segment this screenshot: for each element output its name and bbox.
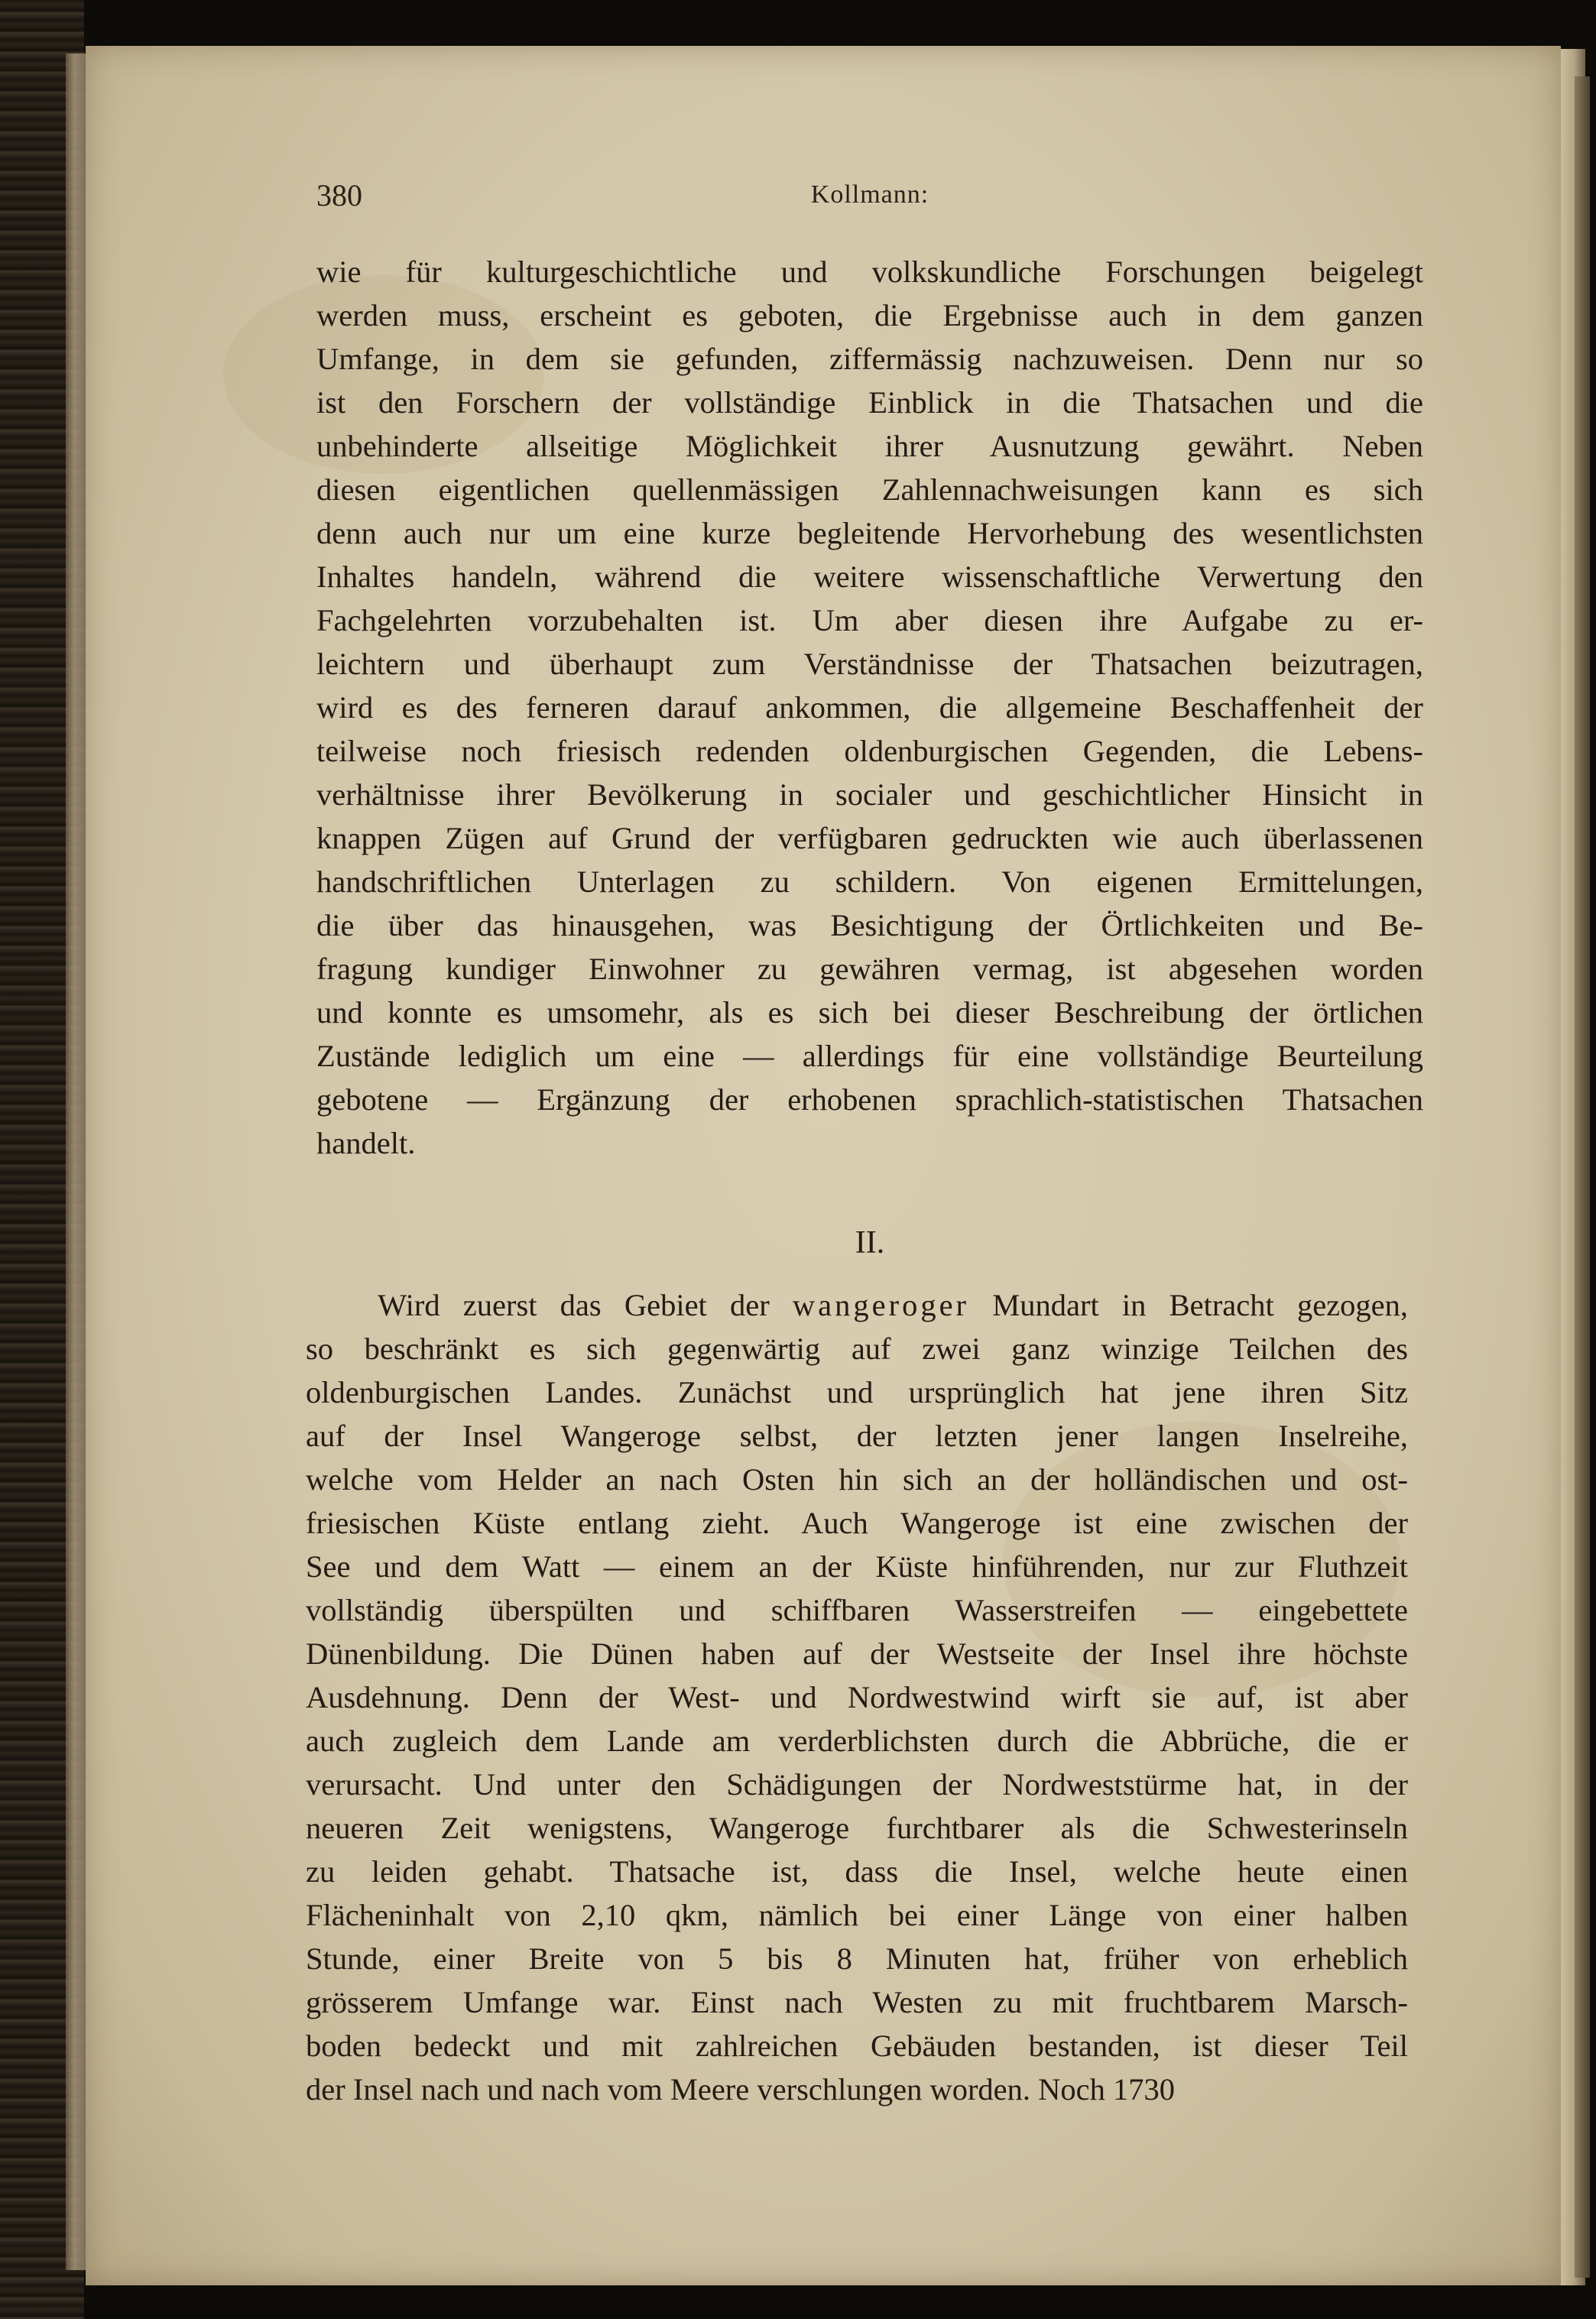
text-line: zu leiden gehabt. Thatsache ist, dass die Insel, welche heute einen bbox=[306, 1854, 1408, 1889]
text-line: auch zugleich dem Lande am verderblichsten durch die Abbrüche, die er bbox=[306, 1724, 1408, 1758]
text-line: gebotene — Ergänzung der erhobenen sprachlich-statistischen Thatsachen bbox=[316, 1082, 1423, 1117]
page-header bbox=[316, 177, 1423, 223]
text-line: handelt. bbox=[316, 1126, 416, 1160]
text-line: teilweise noch friesisch redenden oldenburgischen Gegenden, die Lebens- bbox=[316, 734, 1423, 768]
text-line: leichtern und überhaupt zum Verständnisse der Thatsachen beizutragen, bbox=[316, 647, 1423, 681]
text-line: Fachgelehrten vorzubehalten ist. Um aber diesen ihre Aufgabe zu er- bbox=[316, 603, 1423, 637]
text-line: die über das hinausgehen, was Besichtigung der Örtlichkeiten und Be- bbox=[316, 908, 1423, 942]
running-head: Kollmann: bbox=[810, 180, 929, 209]
text-line: verursacht. Und unter den Schädigungen der Nordweststürme hat, in der bbox=[306, 1767, 1408, 1802]
text-line: der Insel nach und nach vom Meere verschlungen worden. Noch 1730 bbox=[306, 2072, 1176, 2107]
text-line: Ausdehnung. Denn der West- und Nordwestwind wirft sie auf, ist aber bbox=[306, 1680, 1408, 1714]
text-line: Flächeninhalt von 2,10 qkm, nämlich bei einer Länge von einer halben bbox=[306, 1898, 1408, 1932]
text-line: knappen Zügen auf Grund der verfügbaren gedruckten wie auch überlassenen bbox=[316, 821, 1423, 855]
page-stack-shadow bbox=[1575, 76, 1590, 2278]
text-line: welche vom Helder an nach Osten hin sich an der holländischen und ost- bbox=[306, 1462, 1408, 1497]
text-line: friesischen Küste entlang zieht. Auch Wangeroge ist eine zwischen der bbox=[306, 1506, 1408, 1540]
text-segment: Mundart in Betracht gezogen, bbox=[992, 1288, 1409, 1322]
text-line: so beschränkt es sich gegenwärtig auf zwei ganz winzige Teilchen des bbox=[306, 1331, 1408, 1366]
text-line: unbehinderte allseitige Möglichkeit ihrer Ausnutzung gewährt. Neben bbox=[316, 429, 1423, 463]
section-heading: II. bbox=[855, 1225, 885, 1260]
text-line: Umfange, in dem sie gefunden, ziffermässig nachzuweisen. Denn nur so bbox=[316, 342, 1423, 376]
text-line: Stunde, einer Breite von 5 bis 8 Minuten hat, früher von erheblich bbox=[306, 1941, 1408, 1976]
text-line: und konnte es umsomehr, als es sich bei dieser Beschreibung der örtlichen bbox=[316, 995, 1423, 1030]
text-line: wird es des ferneren darauf ankommen, die allgemeine Beschaffenheit der bbox=[316, 690, 1423, 725]
text-segment: Wird zuerst das Gebiet der bbox=[378, 1288, 770, 1322]
text-line: boden bedeckt und mit zahlreichen Gebäuden bestanden, ist dieser Teil bbox=[306, 2029, 1408, 2063]
text-line: denn auch nur um eine kurze begleitende Hervorhebung des wesentlichsten bbox=[316, 516, 1423, 550]
text-line bbox=[306, 1284, 1408, 1327]
text-line: wie für kulturgeschichtliche und volkskundliche Forschungen beigelegt bbox=[316, 255, 1423, 289]
text-line: werden muss, erscheint es geboten, die Ergebnisse auch in dem ganzen bbox=[316, 298, 1423, 332]
text-line: handschriftlichen Unterlagen zu schildern. Von eigenen Ermittelungen, bbox=[316, 864, 1423, 899]
text-line: See und dem Watt — einem an der Küste hinführenden, nur zur Fluthzeit bbox=[306, 1549, 1408, 1584]
text-line: verhältnisse ihrer Bevölkerung in socialer und geschichtlicher Hinsicht in bbox=[316, 777, 1423, 812]
spaced-emphasis: wangeroger bbox=[792, 1288, 970, 1322]
text-line: diesen eigentlichen quellenmässigen Zahlennachweisungen kann es sich bbox=[316, 472, 1423, 507]
page-number: 380 bbox=[316, 178, 362, 212]
text-line: auf der Insel Wangeroge selbst, der letzten jener langen Inselreihe, bbox=[306, 1419, 1408, 1453]
text-line: Dünenbildung. Die Dünen haben auf der Westseite der Insel ihre höchste bbox=[306, 1636, 1408, 1671]
text-line: vollständig überspülten und schiffbaren Wasserstreifen — eingebettete bbox=[306, 1593, 1408, 1627]
text-line: ist den Forschern der vollständige Einblick in die Thatsachen und die bbox=[316, 385, 1423, 420]
text-line: oldenburgischen Landes. Zunächst und ursprünglich hat jene ihren Sitz bbox=[306, 1375, 1408, 1409]
text-line: grösserem Umfange war. Einst nach Westen zu mit fruchtbarem Marsch- bbox=[306, 1985, 1408, 2019]
text-line: Zustände lediglich um eine — allerdings für eine vollständige Beurteilung bbox=[316, 1039, 1423, 1073]
text-line: fragung kundiger Einwohner zu gewähren vermag, ist abgesehen worden bbox=[316, 952, 1423, 986]
binding-edge bbox=[66, 54, 87, 2270]
text-line: neueren Zeit wenigstens, Wangeroge furchtbarer als die Schwesterinseln bbox=[306, 1811, 1408, 1845]
text-line: Inhaltes handeln, während die weitere wissenschaftliche Verwertung den bbox=[316, 559, 1423, 594]
